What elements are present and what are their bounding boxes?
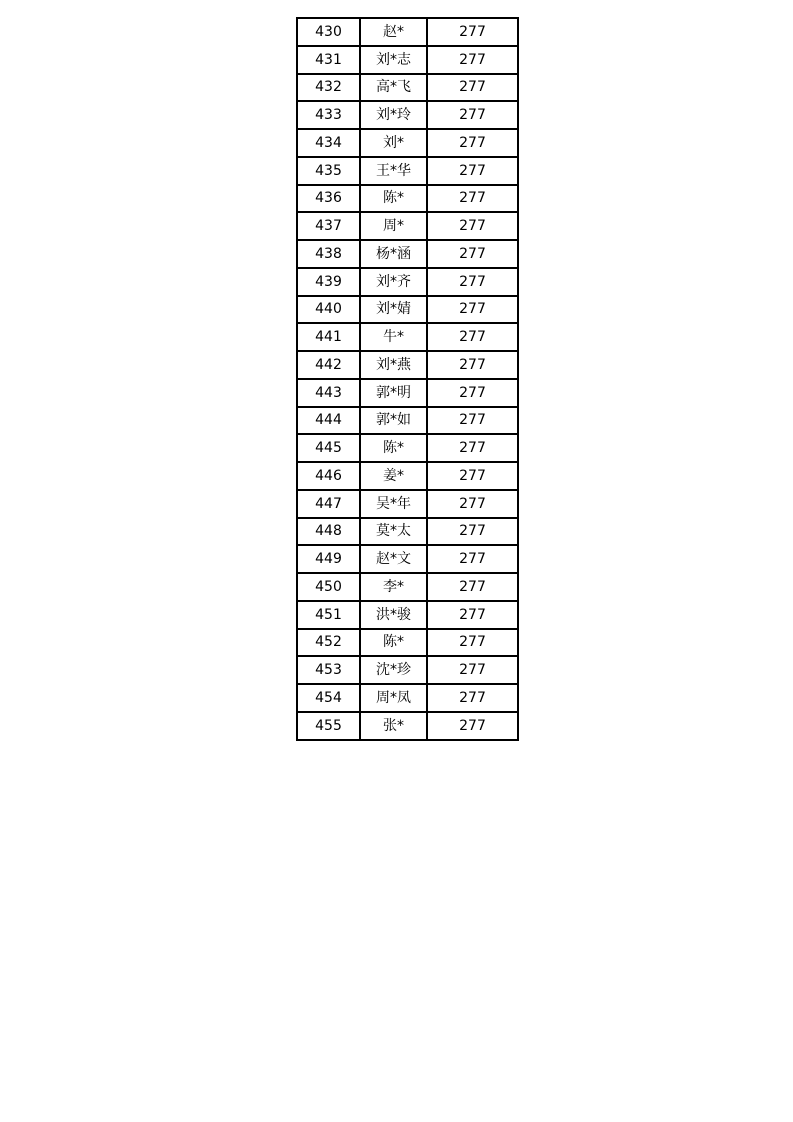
name-cell: 赵*文 [360, 545, 427, 573]
table-row [297, 407, 518, 435]
row-number-cell: 439 [297, 268, 360, 296]
row-number-cell: 452 [297, 629, 360, 657]
table-row [297, 157, 518, 185]
row-number-cell: 436 [297, 185, 360, 213]
name-cell: 王*华 [360, 157, 427, 185]
score-cell: 277 [427, 462, 518, 490]
name-cell: 牛* [360, 323, 427, 351]
name-cell: 陈* [360, 629, 427, 657]
table-row [297, 101, 518, 129]
name-cell: 洪*骏 [360, 601, 427, 629]
table-row [297, 573, 518, 601]
row-number-cell: 446 [297, 462, 360, 490]
table-row [297, 240, 518, 268]
score-cell: 277 [427, 684, 518, 712]
name-cell: 张* [360, 712, 427, 740]
table-row [297, 296, 518, 324]
score-cell: 277 [427, 101, 518, 129]
row-number-cell: 438 [297, 240, 360, 268]
row-number-cell: 440 [297, 296, 360, 324]
name-cell: 郭*如 [360, 407, 427, 435]
score-cell: 277 [427, 629, 518, 657]
document-page [296, 17, 519, 741]
score-cell: 277 [427, 407, 518, 435]
table-row [297, 629, 518, 657]
table-row [297, 434, 518, 462]
name-cell: 刘*燕 [360, 351, 427, 379]
row-number-cell: 448 [297, 518, 360, 546]
score-table [296, 17, 519, 741]
row-number-cell: 445 [297, 434, 360, 462]
table-row [297, 712, 518, 740]
row-number-cell: 455 [297, 712, 360, 740]
table-row [297, 18, 518, 46]
table-row [297, 656, 518, 684]
score-cell: 277 [427, 323, 518, 351]
score-cell: 277 [427, 18, 518, 46]
name-cell: 李* [360, 573, 427, 601]
table-row [297, 185, 518, 213]
score-cell: 277 [427, 74, 518, 102]
row-number-cell: 441 [297, 323, 360, 351]
table-row [297, 323, 518, 351]
score-cell: 277 [427, 268, 518, 296]
score-cell: 277 [427, 379, 518, 407]
name-cell: 周*凤 [360, 684, 427, 712]
score-cell: 277 [427, 490, 518, 518]
row-number-cell: 442 [297, 351, 360, 379]
name-cell: 高*飞 [360, 74, 427, 102]
table-row [297, 462, 518, 490]
score-cell: 277 [427, 351, 518, 379]
name-cell: 刘*齐 [360, 268, 427, 296]
row-number-cell: 447 [297, 490, 360, 518]
table-row [297, 74, 518, 102]
name-cell: 姜* [360, 462, 427, 490]
row-number-cell: 430 [297, 18, 360, 46]
score-cell: 277 [427, 157, 518, 185]
score-cell: 277 [427, 712, 518, 740]
name-cell: 莫*太 [360, 518, 427, 546]
row-number-cell: 444 [297, 407, 360, 435]
row-number-cell: 433 [297, 101, 360, 129]
score-cell: 277 [427, 212, 518, 240]
name-cell: 赵* [360, 18, 427, 46]
name-cell: 吴*年 [360, 490, 427, 518]
row-number-cell: 437 [297, 212, 360, 240]
table-row [297, 545, 518, 573]
table-row [297, 684, 518, 712]
score-cell: 277 [427, 656, 518, 684]
row-number-cell: 451 [297, 601, 360, 629]
row-number-cell: 449 [297, 545, 360, 573]
score-table-body [297, 18, 518, 740]
score-cell: 277 [427, 46, 518, 74]
table-row [297, 379, 518, 407]
score-cell: 277 [427, 296, 518, 324]
name-cell: 郭*明 [360, 379, 427, 407]
table-row [297, 46, 518, 74]
name-cell: 刘* [360, 129, 427, 157]
name-cell: 杨*涵 [360, 240, 427, 268]
name-cell: 刘*志 [360, 46, 427, 74]
table-row [297, 518, 518, 546]
row-number-cell: 443 [297, 379, 360, 407]
score-cell: 277 [427, 434, 518, 462]
score-cell: 277 [427, 545, 518, 573]
name-cell: 刘*婧 [360, 296, 427, 324]
name-cell: 陈* [360, 185, 427, 213]
row-number-cell: 431 [297, 46, 360, 74]
score-cell: 277 [427, 185, 518, 213]
table-row [297, 601, 518, 629]
name-cell: 陈* [360, 434, 427, 462]
name-cell: 刘*玲 [360, 101, 427, 129]
score-cell: 277 [427, 601, 518, 629]
table-row [297, 351, 518, 379]
name-cell: 沈*珍 [360, 656, 427, 684]
row-number-cell: 450 [297, 573, 360, 601]
score-cell: 277 [427, 129, 518, 157]
table-row [297, 212, 518, 240]
table-row [297, 129, 518, 157]
row-number-cell: 435 [297, 157, 360, 185]
score-cell: 277 [427, 573, 518, 601]
score-cell: 277 [427, 518, 518, 546]
row-number-cell: 453 [297, 656, 360, 684]
row-number-cell: 434 [297, 129, 360, 157]
table-row [297, 268, 518, 296]
row-number-cell: 432 [297, 74, 360, 102]
table-row [297, 490, 518, 518]
row-number-cell: 454 [297, 684, 360, 712]
score-cell: 277 [427, 240, 518, 268]
name-cell: 周* [360, 212, 427, 240]
